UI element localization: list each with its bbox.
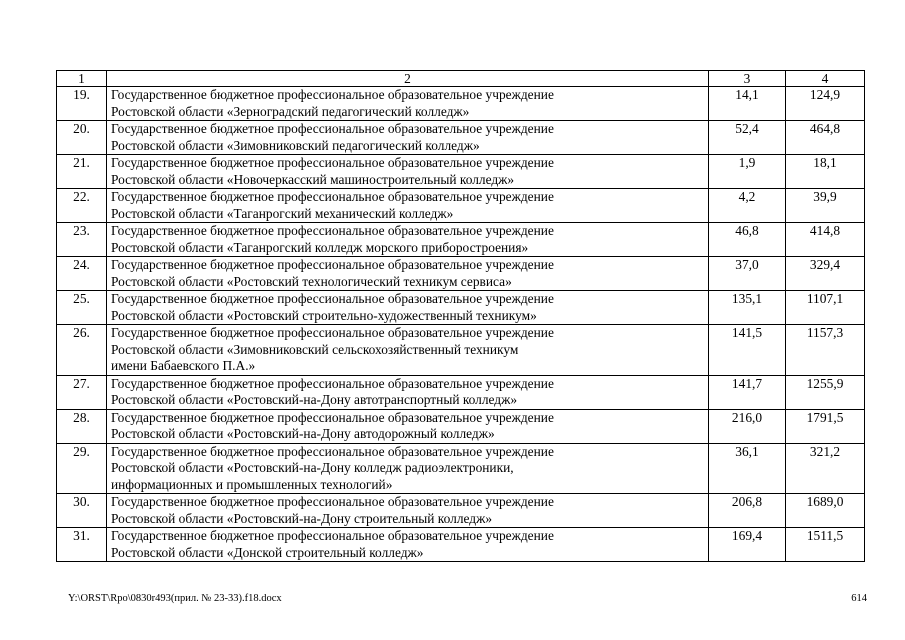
row-number: 20. [57,121,107,155]
value-column-3: 36,1 [709,443,786,494]
institution-name: Государственное бюджетное профессиональное образовательное учреждение Ростовской области «Ростовский-на-Дону строительный колледж» [107,494,709,528]
institution-name: Государственное бюджетное профессиональное образовательное учреждение Ростовской области «Новочеркасский машиностроительный колледж» [107,155,709,189]
row-number: 23. [57,223,107,257]
column-header-4: 4 [786,71,865,87]
table-row [57,291,865,325]
value-column-4: 1689,0 [786,494,865,528]
row-number: 25. [57,291,107,325]
table-header-row [57,71,865,87]
value-column-3: 141,7 [709,375,786,409]
table-row [57,375,865,409]
row-number: 31. [57,528,107,562]
value-column-3: 14,1 [709,87,786,121]
table-row [57,325,865,376]
institution-name: Государственное бюджетное профессиональное образовательное учреждение Ростовской области «Ростовский строительно-художественный техникум» [107,291,709,325]
institution-name: Государственное бюджетное профессиональное образовательное учреждение Ростовской области «Ростовский-на-Дону автотранспортный колледж» [107,375,709,409]
institution-name: Государственное бюджетное профессиональное образовательное учреждение Ростовской области «Зимовниковский сельскохозяйственный техникум имени Бабаевского П.А.» [107,325,709,376]
column-header-1: 1 [57,71,107,87]
value-column-3: 169,4 [709,528,786,562]
table-row [57,443,865,494]
row-number: 29. [57,443,107,494]
institution-name: Государственное бюджетное профессиональное образовательное учреждение Ростовской области «Зимовниковский педагогический колледж» [107,121,709,155]
row-number: 21. [57,155,107,189]
value-column-4: 321,2 [786,443,865,494]
row-number: 22. [57,189,107,223]
table-body [57,87,865,562]
table-row [57,409,865,443]
value-column-4: 39,9 [786,189,865,223]
table-row [57,528,865,562]
document-table [56,70,865,562]
row-number: 30. [57,494,107,528]
table-row [57,257,865,291]
institution-name: Государственное бюджетное профессиональное образовательное учреждение Ростовской области «Ростовский технологический техникум сервиса» [107,257,709,291]
value-column-4: 1157,3 [786,325,865,376]
table-row [57,87,865,121]
value-column-3: 135,1 [709,291,786,325]
value-column-4: 1791,5 [786,409,865,443]
value-column-4: 1511,5 [786,528,865,562]
value-column-3: 206,8 [709,494,786,528]
institution-name: Государственное бюджетное профессиональное образовательное учреждение Ростовской области «Зерноградский педагогический колледж» [107,87,709,121]
footer-file-path: Y:\ORST\Rpo\0830r493(прил. № 23-33).f18.docx [68,593,282,604]
table-row [57,494,865,528]
value-column-4: 1107,1 [786,291,865,325]
value-column-3: 37,0 [709,257,786,291]
value-column-3: 216,0 [709,409,786,443]
institution-name: Государственное бюджетное профессиональное образовательное учреждение Ростовской области «Донской строительный колледж» [107,528,709,562]
value-column-4: 464,8 [786,121,865,155]
row-number: 28. [57,409,107,443]
institution-name: Государственное бюджетное профессиональное образовательное учреждение Ростовской области «Таганрогский колледж морского приборостроения» [107,223,709,257]
value-column-4: 124,9 [786,87,865,121]
table-row [57,155,865,189]
row-number: 26. [57,325,107,376]
table-row [57,189,865,223]
row-number: 19. [57,87,107,121]
value-column-4: 18,1 [786,155,865,189]
column-header-3: 3 [709,71,786,87]
institution-name: Государственное бюджетное профессиональное образовательное учреждение Ростовской области «Таганрогский механический колледж» [107,189,709,223]
value-column-3: 1,9 [709,155,786,189]
value-column-3: 141,5 [709,325,786,376]
table-row [57,223,865,257]
value-column-3: 46,8 [709,223,786,257]
row-number: 27. [57,375,107,409]
value-column-3: 4,2 [709,189,786,223]
value-column-4: 1255,9 [786,375,865,409]
row-number: 24. [57,257,107,291]
table-row [57,121,865,155]
value-column-3: 52,4 [709,121,786,155]
column-header-2: 2 [107,71,709,87]
institution-name: Государственное бюджетное профессиональное образовательное учреждение Ростовской области «Ростовский-на-Дону автодорожный колледж» [107,409,709,443]
value-column-4: 329,4 [786,257,865,291]
footer-page-number: 614 [851,593,867,604]
value-column-4: 414,8 [786,223,865,257]
institution-name: Государственное бюджетное профессиональное образовательное учреждение Ростовской области «Ростовский-на-Дону колледж радиоэлектроники, информационных и промышленных технологий» [107,443,709,494]
